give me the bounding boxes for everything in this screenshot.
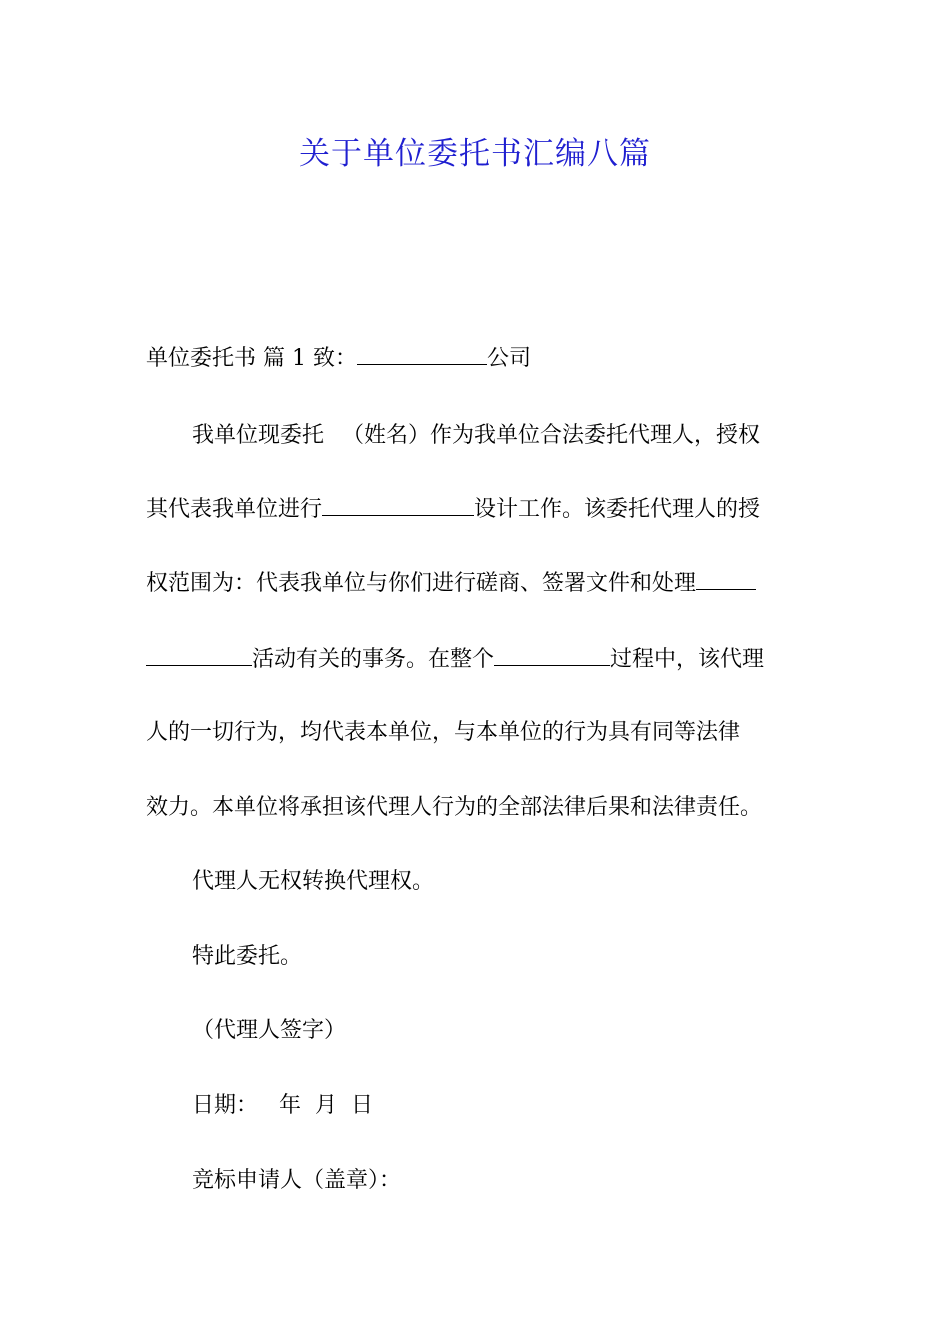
- matter-blank-end: [146, 643, 252, 666]
- body-line-2-b: 设计工作。该委托代理人的授: [474, 497, 761, 522]
- addressee-suffix: 公司: [486, 346, 531, 371]
- body-line-3: [146, 567, 756, 600]
- body-line-4-a: 活动有关的事务。在整个: [252, 647, 495, 672]
- body-line-1: [192, 420, 760, 452]
- project-blank: [322, 493, 474, 516]
- body-line-7: 代理人无权转换代理权。: [192, 869, 435, 894]
- addressee-prefix: 单位委托书 篇 1 致：: [146, 346, 357, 371]
- company-blank: [357, 342, 487, 365]
- body-line-1-a: 我单位现委托: [192, 423, 325, 448]
- date-line: 日期： 年 月 日: [192, 1093, 373, 1118]
- body-line-2-a: 其代表我单位进行: [146, 497, 323, 522]
- body-line-6: 效力。本单位将承担该代理人行为的全部法律后果和法律责任。: [146, 795, 763, 820]
- matter-blank-start: [696, 567, 756, 590]
- body-line-3-a: 权范围为：代表我单位与你们进行磋商、签署文件和处理: [146, 571, 697, 596]
- document-title: 关于单位委托书汇编八篇: [299, 136, 651, 172]
- bidder-seal-line: 竞标申请人（盖章）：: [192, 1168, 402, 1193]
- signature-label: （代理人签字）: [192, 1018, 347, 1043]
- process-blank: [494, 643, 610, 666]
- body-line-2: [146, 493, 760, 526]
- body-line-5: 人的一切行为，均代表本单位，与本单位的行为具有同等法律: [146, 720, 741, 745]
- body-line-1-b: （姓名）作为我单位合法委托代理人，授权: [342, 423, 761, 448]
- body-line-4-b: 过程中，该代理: [610, 647, 765, 672]
- body-line-8: 特此委托。: [192, 944, 303, 969]
- body-line-4: [146, 643, 764, 676]
- addressee-line: [146, 342, 531, 375]
